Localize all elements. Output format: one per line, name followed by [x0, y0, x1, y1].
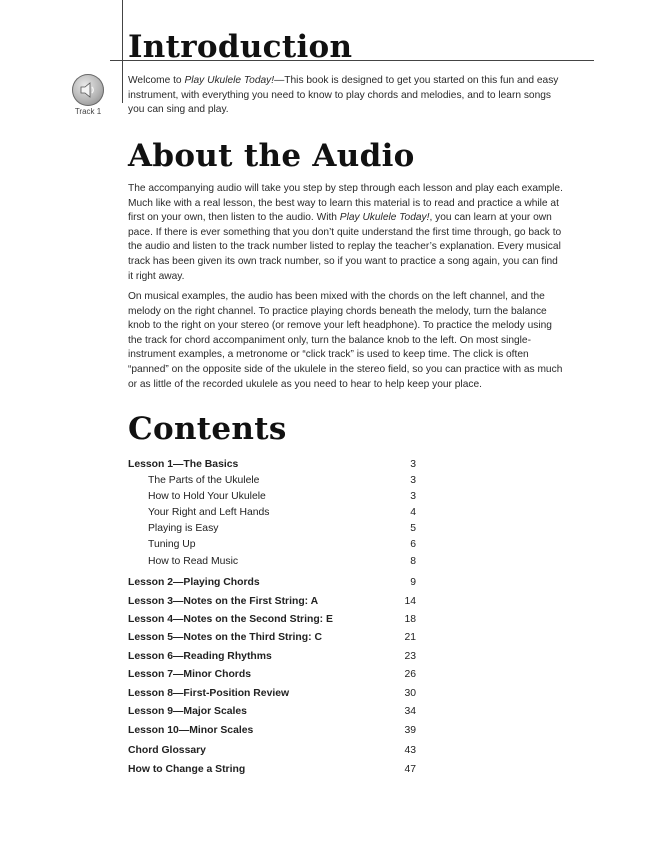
toc-entry-title: Lesson 10—Minor Scales — [128, 725, 254, 736]
intro-text-a: Welcome to — [128, 75, 185, 86]
toc-entry-title: Lesson 6—Reading Rhythms — [128, 651, 272, 662]
toc-entry-page: 3 — [410, 491, 416, 502]
toc-entry[interactable] — [128, 538, 418, 552]
toc-entry-page: 6 — [410, 539, 416, 550]
vertical-rule — [122, 0, 123, 103]
toc-entry[interactable] — [128, 631, 418, 645]
toc-entry[interactable] — [128, 555, 418, 569]
toc-entry-page: 26 — [404, 669, 416, 680]
speaker-icon[interactable] — [72, 74, 104, 106]
toc-entry-title: Tuning Up — [148, 539, 196, 550]
intro-paragraph — [128, 74, 564, 118]
toc-entry[interactable] — [128, 474, 418, 488]
toc-entry-page: 47 — [404, 764, 416, 775]
track-label: Track 1 — [74, 107, 102, 116]
toc-entry-page: 4 — [410, 507, 416, 518]
toc-entry[interactable] — [128, 687, 418, 701]
toc-entry-page: 8 — [410, 556, 416, 567]
toc-entry-title: Lesson 8—First-Position Review — [128, 688, 290, 699]
audio-paragraph-2: On musical examples, the audio has been mixed with the chords on the left channel, and the melody on the right channel. To practice playing chords beneath the melody, turn the balance knob to the right on your stereo (or remove your left headphone). To practice the melody using the track for chord accompaniment only, turn the balance knob to the left. On most single-instrument examples, a metronome or “click track” is used to keep time. The click is often “panned” on the opposite side of the ukulele in the stereo field, so you can practice with as much or as little of the recorded ukulele as you need to hear to help keep your place. — [128, 291, 563, 390]
toc-entry-title: Chord Glossary — [128, 745, 206, 756]
toc-entry-title: How to Read Music — [148, 556, 239, 567]
toc-entry[interactable] — [128, 595, 418, 609]
toc-entry-title: The Parts of the Ukulele — [148, 475, 260, 486]
toc-entry-page: 30 — [404, 688, 416, 699]
intro-book-title: Play Ukulele Today! — [184, 75, 275, 86]
toc-entry-title: Lesson 2—Playing Chords — [128, 577, 260, 588]
toc-entry[interactable] — [128, 613, 418, 627]
toc-entry-title: Playing is Easy — [148, 523, 219, 534]
toc-entry-page: 9 — [410, 577, 416, 588]
intro-text-b: —This book is designed to get you started on this fun and easy instrument, with everything you need to know to play chords and melodies, and to learn songs you can sing and play. — [128, 75, 559, 116]
contents-heading: Contents — [128, 411, 287, 447]
toc-entry-page: 43 — [404, 745, 416, 756]
toc-entry-title: Lesson 9—Major Scales — [128, 706, 247, 717]
toc-entry-title: Lesson 1—The Basics — [128, 459, 239, 470]
toc-entry[interactable] — [128, 458, 418, 472]
audio-p1-text-a: The accompanying audio will take you step by step through each lesson and play each example. Much like with a real lesson, the best way to learn this material is to read and practice a while at first on your own, then listen to the audio. With — [128, 183, 563, 224]
toc-entry-title: How to Change a String — [128, 764, 246, 775]
toc-entry[interactable] — [128, 744, 418, 758]
toc-entry-page: 34 — [404, 706, 416, 717]
toc-entry[interactable] — [128, 724, 418, 738]
toc-entry-page: 3 — [410, 475, 416, 486]
audio-heading: About the Audio — [128, 138, 415, 174]
toc-entry[interactable] — [128, 506, 418, 520]
toc-entry-title: How to Hold Your Ukulele — [148, 491, 266, 502]
audio-paragraph-1 — [128, 182, 564, 284]
toc-entry-title: Lesson 4—Notes on the Second String: E — [128, 614, 333, 625]
toc-entry[interactable] — [128, 522, 418, 536]
toc-entry-page: 23 — [404, 651, 416, 662]
toc-entry-page: 21 — [404, 632, 416, 643]
toc-entry[interactable] — [128, 668, 418, 682]
toc-entry-page: 39 — [404, 725, 416, 736]
toc-entry[interactable] — [128, 490, 418, 504]
toc-entry[interactable] — [128, 650, 418, 664]
toc-entry-title: Your Right and Left Hands — [148, 507, 270, 518]
intro-heading: Introduction — [128, 29, 353, 65]
audio-p1-book-title: Play Ukulele Today! — [339, 212, 430, 224]
toc-entry[interactable] — [128, 576, 418, 590]
toc-entry-page: 14 — [404, 596, 416, 607]
toc-entry-title: Lesson 7—Minor Chords — [128, 669, 251, 680]
toc-entry[interactable] — [128, 763, 418, 777]
toc-entry-page: 3 — [410, 459, 416, 470]
toc-entry-page: 18 — [404, 614, 416, 625]
audio-p1-text-b: , you can learn at your own pace. If there is ever something that you don’t quite understand the first time through, go back to the audio and listen to the track number listed to replay the teacher’s explanation. Every musical track has been given its own track number, so if you want to practice a song again, you can find it right away. — [128, 212, 562, 282]
toc-entry-title: Lesson 3—Notes on the First String: A — [128, 596, 319, 607]
toc-entry-title: Lesson 5—Notes on the Third String: C — [128, 632, 322, 643]
toc-entry[interactable] — [128, 705, 418, 719]
toc-entry-page: 5 — [410, 523, 416, 534]
